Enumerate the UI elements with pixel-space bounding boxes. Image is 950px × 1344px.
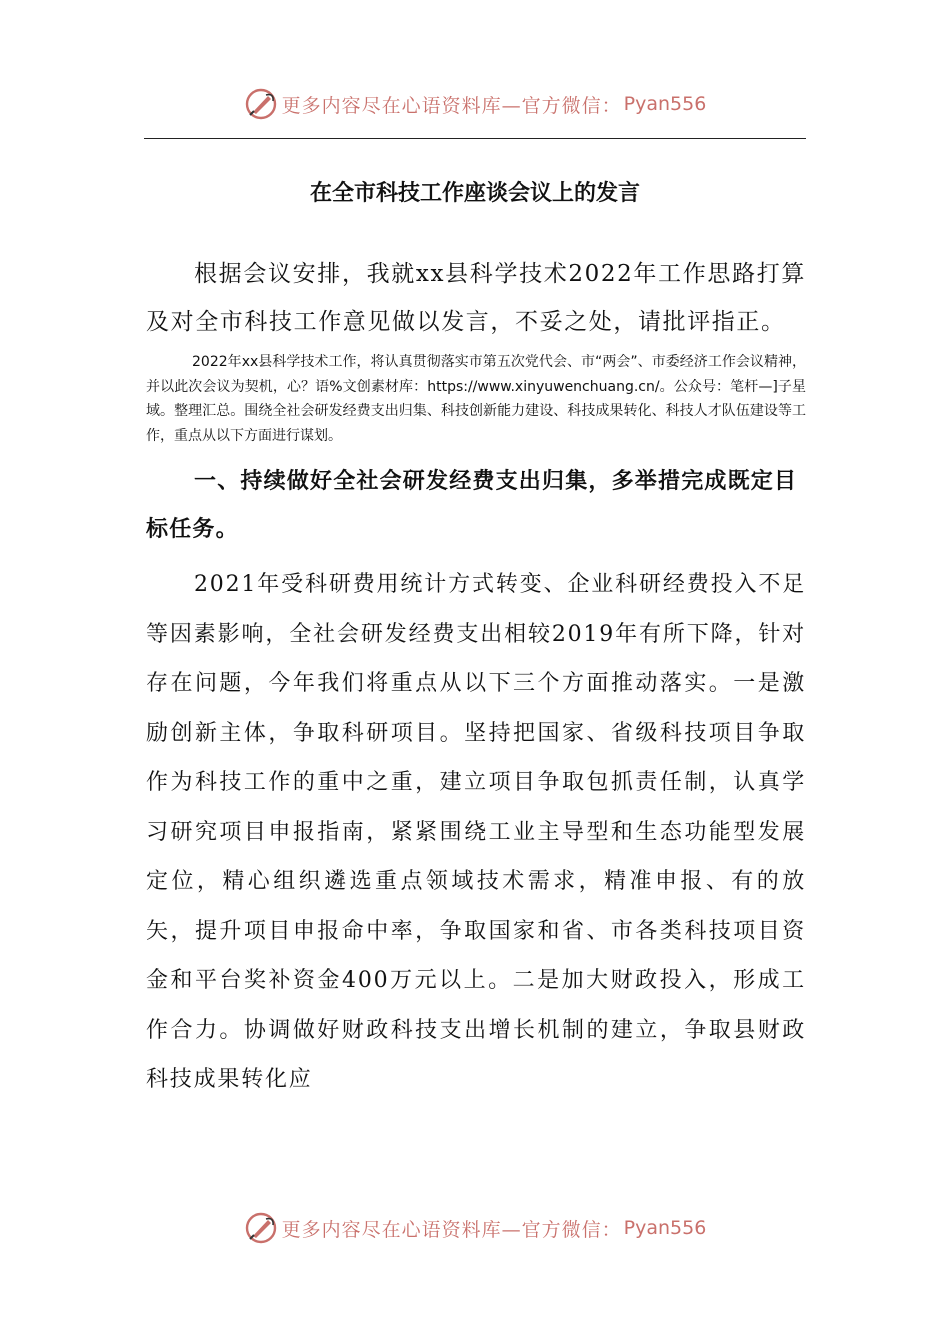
- quill-logo-icon: [244, 1211, 278, 1245]
- footer-banner-text: 更多内容尽在心语资料库—官方微信：: [281, 1218, 622, 1241]
- summary-paragraph: 2022年xx县科学技术工作，将认真贯彻落实市第五次党代会、市“两会”、市委经济工作会议精神，并以此次会议为契机，心？语%文创素材库：https://www.xinyuwenchuang.cn/。公众号：笔杆—]子星域。整理汇总。围绕全社会研发经费支出归集、科技创新能力建设、科技成果转化、科技人才队伍建设等工作，重点从以下方面进行谋划。: [146, 354, 806, 444]
- header-banner: [0, 84, 950, 124]
- body-paragraph-1: 2021年受科研费用统计方式转变、企业科研经费投入不足等因素影响，全社会研发经费支出相较2019年有所下降，针对存在问题，今年我们将重点从以下三个方面推动落实。一是激励创新主体，争取科研项目。坚持把国家、省级科技项目争取作为科技工作的重中之重，建立项目争取包抓责任制，认真学习研究项目申报指南，紧紧围绕工业主导型和生态功能型发展定位，精心组织遴选重点领域技术需求，精准申报、有的放矢，提升项目申报命中率，争取国家和省、市各类科技项目资金和平台奖补资金400万元以上。二是加大财政投入，形成工作合力。协调做好财政科技支出增长机制的建立，争取县财政科技成果转化应: [146, 572, 806, 1092]
- footer-wechat-id: Pyan556: [623, 1217, 707, 1239]
- quill-logo-icon: [244, 87, 278, 121]
- footer-banner: [0, 1208, 950, 1248]
- document-title: 在全市科技工作座谈会议上的发言: [309, 181, 640, 206]
- section-heading-1: 一、持续做好全社会研发经费支出归集，多举措完成既定目标任务。: [146, 469, 798, 542]
- document-body: [146, 250, 806, 1105]
- header-wechat-id: Pyan556: [623, 93, 707, 115]
- header-banner-text: 更多内容尽在心语资料库—官方微信：: [281, 94, 622, 117]
- intro-paragraph: 根据会议安排，我就xx县科学技术2022年工作思路打算及对全市科技工作意见做以发言，不妥之处，请批评指正。: [146, 261, 806, 335]
- header-divider: [144, 138, 806, 139]
